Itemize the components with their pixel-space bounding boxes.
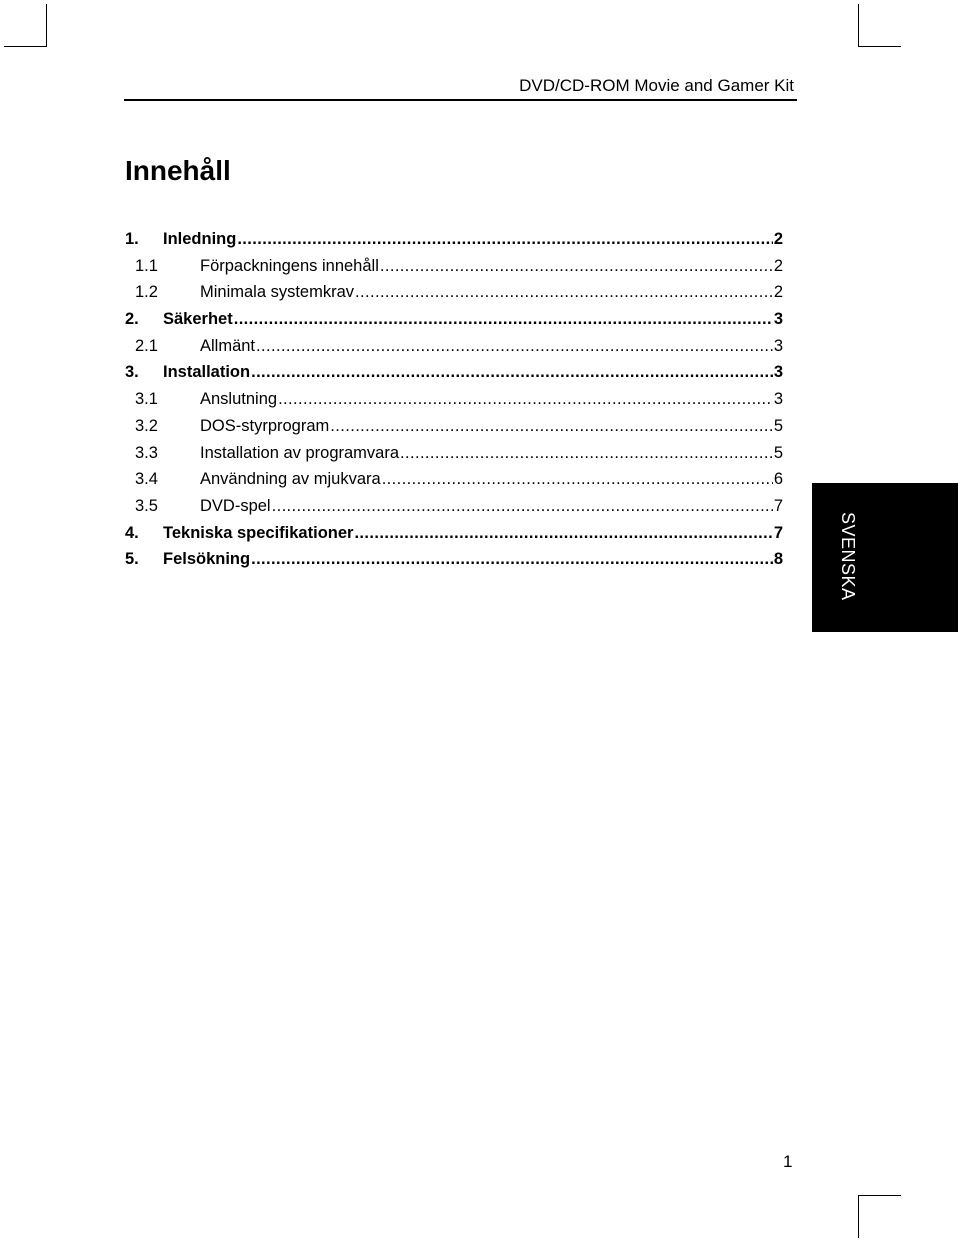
crop-mark-bottom-right-horizontal xyxy=(858,1195,901,1196)
toc-dot-leader xyxy=(382,466,773,493)
language-tab xyxy=(812,483,958,632)
toc-entry-number: 4. xyxy=(125,523,139,542)
toc-entry-page: 2 xyxy=(773,256,783,275)
toc-entry-label: Allmänt xyxy=(200,336,256,355)
toc-entry-anvandning-av-mjukvara[interactable] xyxy=(125,466,783,493)
crop-mark-top-left-vertical xyxy=(46,4,47,47)
toc-entry-label: Felsökning xyxy=(163,550,251,569)
toc-entry-label: DOS-styrprogram xyxy=(200,416,330,435)
toc-entry-installation[interactable] xyxy=(125,359,783,386)
toc-entry-label: Installation av programvara xyxy=(200,443,400,462)
toc-entry-felsokning[interactable] xyxy=(125,546,783,573)
toc-entry-label: Anslutning xyxy=(200,390,278,409)
page-number: 1 xyxy=(783,1152,793,1171)
toc-entry-number: 3. xyxy=(125,363,139,382)
toc-dot-leader xyxy=(256,333,773,360)
toc-dot-leader xyxy=(278,386,773,413)
toc-entry-dos-styrprogram[interactable] xyxy=(125,413,783,440)
toc-entry-number: 1. xyxy=(125,230,139,248)
toc-dot-leader xyxy=(330,413,773,440)
crop-mark-top-right-horizontal xyxy=(858,46,901,47)
toc-entry-number: 3.1 xyxy=(135,390,158,409)
crop-mark-bottom-right-vertical xyxy=(858,1195,859,1238)
toc-entry-sakerhet[interactable] xyxy=(125,306,783,333)
toc-entry-number: 3.4 xyxy=(135,470,158,489)
toc-entry-number: 1.2 xyxy=(135,283,158,302)
toc-entry-tekniska-specifikationer[interactable] xyxy=(125,520,783,547)
toc-dot-leader xyxy=(380,253,773,280)
toc-entry-page: 3 xyxy=(773,336,783,355)
toc-entry-minimala-systemkrav[interactable] xyxy=(125,279,783,306)
toc-dot-leader xyxy=(234,306,773,333)
toc-entry-label: Förpackningens innehåll xyxy=(200,256,379,275)
toc-dot-leader xyxy=(354,520,772,547)
toc-entry-label: DVD-spel xyxy=(200,496,271,515)
toc-entry-page: 3 xyxy=(773,363,783,382)
toc-dot-leader xyxy=(400,440,773,467)
toc-entry-label: Inledning xyxy=(163,230,237,248)
toc-dot-leader xyxy=(272,493,773,520)
toc-entry-number: 3.3 xyxy=(135,443,158,462)
toc-dot-leader xyxy=(355,279,773,306)
toc-entry-allmant[interactable] xyxy=(125,333,783,360)
toc-entry-number: 3.2 xyxy=(135,416,158,435)
toc-entry-label: Installation xyxy=(163,363,251,382)
toc-entry-page: 2 xyxy=(773,230,783,248)
toc-entry-page: 7 xyxy=(773,496,783,515)
toc-dot-leader xyxy=(251,546,773,573)
toc-entry-page: 6 xyxy=(773,470,783,489)
toc-entry-page: 2 xyxy=(773,283,783,302)
toc-entry-number: 3.5 xyxy=(135,496,158,515)
toc-dot-leader xyxy=(237,226,772,253)
toc-entry-page: 5 xyxy=(773,416,783,435)
toc-entry-forpackningens-innehall[interactable] xyxy=(125,253,783,280)
header-rule xyxy=(124,99,797,101)
toc-entry-number: 1.1 xyxy=(135,256,158,275)
toc-entry-label: Tekniska specifikationer xyxy=(163,523,354,542)
toc-entry-installation-av-programvara[interactable] xyxy=(125,440,783,467)
toc-entry-anslutning[interactable] xyxy=(125,386,783,413)
toc-entry-inledning[interactable] xyxy=(125,226,783,253)
toc-entry-page: 8 xyxy=(773,550,783,569)
toc-dot-leader xyxy=(251,359,773,386)
toc-entry-number: 2. xyxy=(125,310,139,329)
toc-entry-dvd-spel[interactable] xyxy=(125,493,783,520)
crop-mark-top-right-vertical xyxy=(858,4,859,47)
page-title: Innehåll xyxy=(125,155,231,186)
toc-entry-page: 3 xyxy=(773,310,783,329)
toc-entry-label: Säkerhet xyxy=(163,310,233,329)
toc-entry-page: 5 xyxy=(773,443,783,462)
toc-entry-number: 2.1 xyxy=(135,336,158,355)
toc-entry-page: 3 xyxy=(773,390,783,409)
table-of-contents xyxy=(125,226,783,573)
toc-entry-label: Användning av mjukvara xyxy=(200,470,381,489)
toc-entry-page: 7 xyxy=(773,523,783,542)
language-tab-label: SVENSKA xyxy=(838,512,858,601)
toc-entry-label: Minimala systemkrav xyxy=(200,283,355,302)
running-header: DVD/CD-ROM Movie and Gamer Kit xyxy=(519,76,794,95)
toc-entry-number: 5. xyxy=(125,550,139,569)
crop-mark-top-left-horizontal xyxy=(4,46,47,47)
